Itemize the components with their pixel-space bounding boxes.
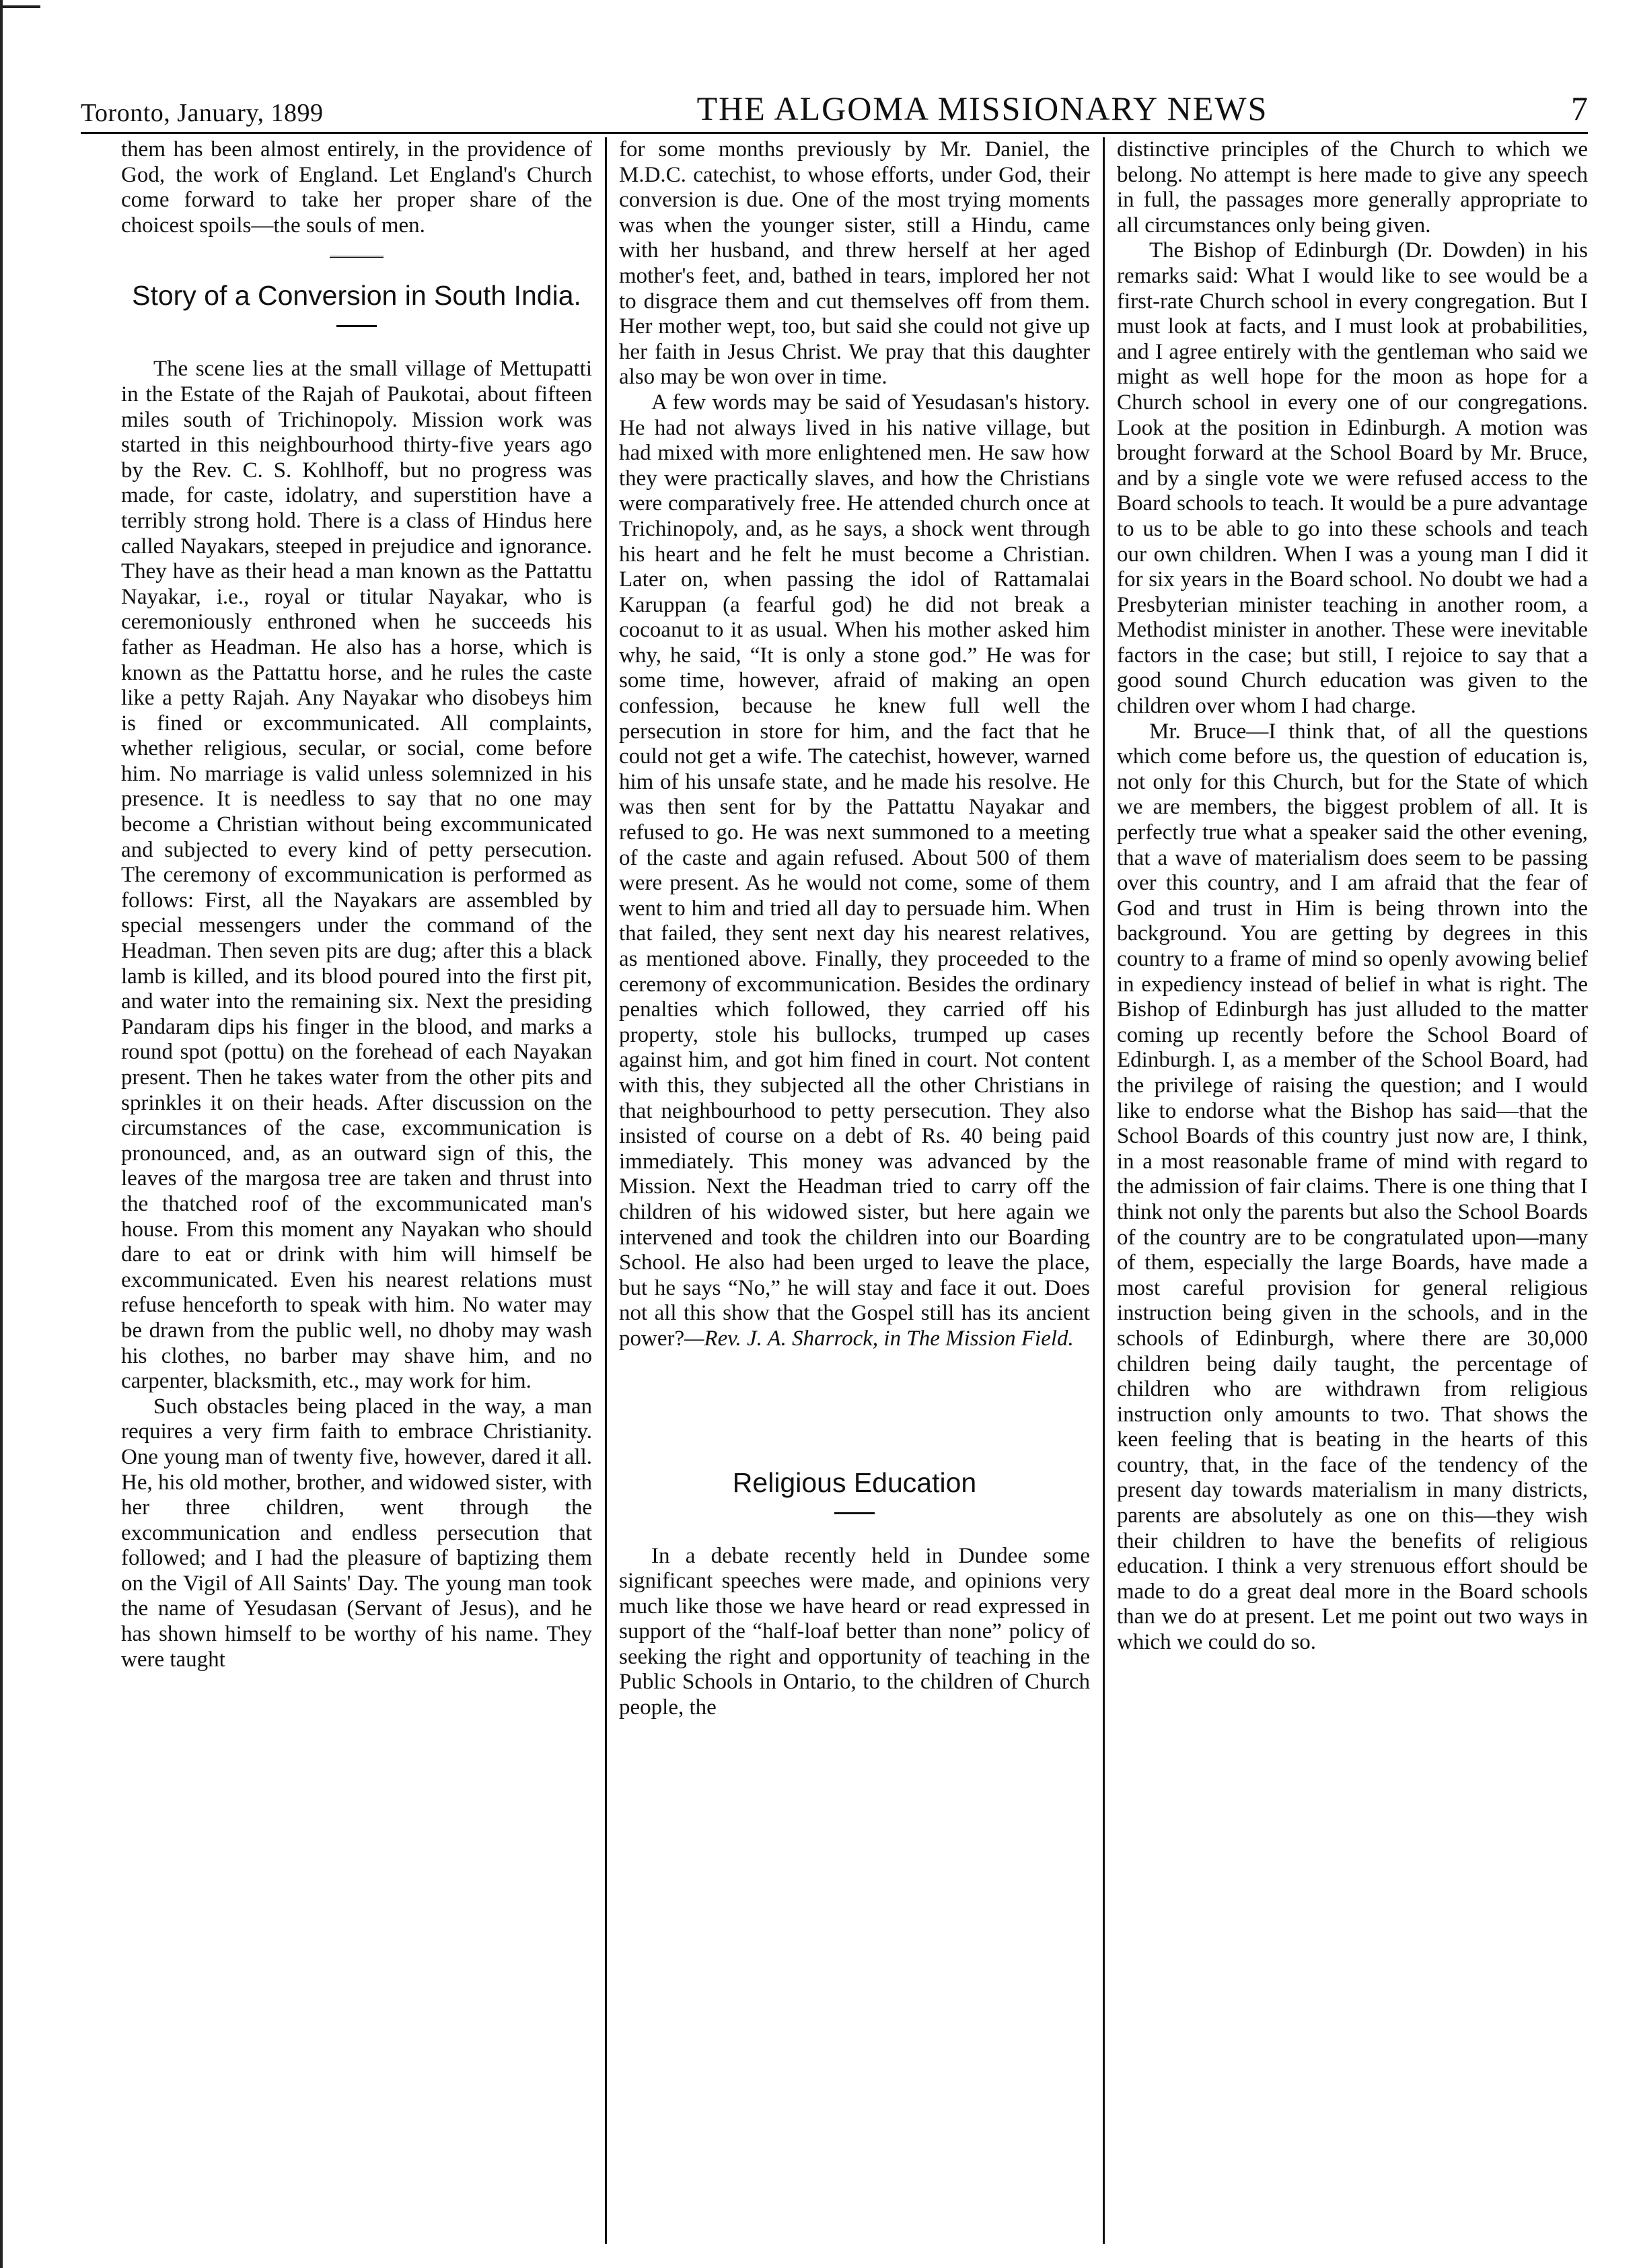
column-middle <box>619 137 1090 2237</box>
article-paragraph: Mr. Bruce—I think that, of all the questions which come before us, the question of education is, not only for this Church, but for the State of which we are members, the biggest problem of all. It is perfectly true what a speaker said the other evening, that a wave of materialism does seem to be passing over this country, and I am afraid that the fear of God and trust in Him is being thrown into the background. You are getting by degrees in this country to a frame of mind so openly avowing belief in expediency instead of belief in what is right. The Bishop of Edinburgh has just alluded to the matter coming up recently before the School Board of Edinburgh. I, as a member of the School Board, had the privilege of raising the question; and I would like to endorse what the Bishop has said—that the School Boards of this country just now are, I think, in a most reasonable frame of mind with regard to the admission of fair claims. There is one thing that I think not only the parents but also the School Boards of the country are to be congratulated upon—many of them, especially the large Boards, have made a most careful provision for general religious instruction being given in the schools, and in the schools of Edinburgh, where there are 30,000 children being daily taught, the percentage of children who are withdrawn from religious instruction only amounts to two. That shows the keen feeling that is beating in the hearts of this country, that, in the face of the tendency of the present day towards materialism in many districts, parents are absolutely as one on this—they wish their children to have the benefits of religious education. I think a very strenuous effort should be made to do a great deal more in the Board schools than we do at present. Let me point out two ways in which we could do so. <box>1117 719 1588 1655</box>
heading-dash <box>336 325 377 327</box>
section-gap <box>619 1352 1090 1453</box>
article-byline: —Rev. J. A. Sharrock, in The Mission Field. <box>684 1326 1074 1351</box>
heading-dash <box>834 1512 875 1514</box>
page-edge-rule <box>0 0 12 2268</box>
article-paragraph <box>619 390 1090 1352</box>
article-paragraph: distinctive principles of the Church to which we belong. No attempt is here made to give any speech in full, the passages more generally appropriate to all circumstances only being given. <box>1117 137 1588 238</box>
article-paragraph: In a debate recently held in Dundee some significant speeches were made, and opinions very much like those we have heard or read expressed in support of the “half-loaf better than none” policy of seeking the right and opportunity of teaching in the Public Schools in Ontario, to the children of Church people, the <box>619 1543 1090 1720</box>
column-divider <box>605 137 607 2244</box>
article-heading: Story of a Conversion in South India. <box>132 280 581 312</box>
article-paragraph: Such obstacles being placed in the way, a man requires a very firm faith to embrace Christianity. One young man of twenty five, however, dared it all. He, his old mother, brother, and widowed sister, with her three children, went through the excommunication and endless persecution that followed; and I had the pleasure of baptizing them on the Vigil of All Saints' Day. The young man took the name of Yesudasan (Servant of Jesus), and he has shown himself to be worthy of his name. They were taught <box>121 1394 592 1672</box>
section-separator <box>330 256 384 258</box>
column-left <box>121 137 592 2237</box>
article-paragraph: The Bishop of Edinburgh (Dr. Dowden) in his remarks said: What I would like to see would be a first-rate Church school in every congregation. But I must look at facts, and I must look at probabilities, and I agree entirely with the gentleman who said we might as well hope for the moon as hope for a Church school in every one of our congregations. Look at the position in Edinburgh. A motion was brought forward at the School Board by Mr. Bruce, and by a single vote we were refused access to the Board schools to teach. It would be a pure advantage to us to be able to go into these schools and teach our own children. When I was a young man I did it for six years in the Board school. No doubt we had a Presbyterian minister teaching in another room, a Methodist minister in another. These were inevitable factors in the case; but still, I rejoice to say that a good sound Church education was given to the children over whom I had charge. <box>1117 238 1588 719</box>
newspaper-title: THE ALGOMA MISSIONARY NEWS <box>696 90 1268 127</box>
article-heading: Religious Education <box>732 1466 977 1498</box>
page-corner-mark <box>0 5 40 8</box>
page-header <box>81 67 1588 128</box>
dateline: Toronto, January, 1899 <box>81 99 324 127</box>
column-divider <box>1103 137 1105 2244</box>
page-number: 7 <box>1571 90 1588 127</box>
header-rule <box>81 132 1588 134</box>
column-right <box>1117 137 1588 2237</box>
article-paragraph: for some months previously by Mr. Daniel, the M.D.C. catechist, to whose efforts, under God, their conversion is due. One of the most trying moments was when the younger sister, still a Hindu, came with her husband, and threw herself at her aged mother's feet, and, bathed in tears, implored her not to disgrace them and cut themselves off from them. Her mother wept, too, but said she could not give up her faith in Jesus Christ. We pray that this daughter also may be won over in time. <box>619 137 1090 390</box>
article-continuation: them has been almost entirely, in the providence of God, the work of England. Let England's Church come forward to take her proper share of the choicest spoils—the souls of men. <box>121 137 592 238</box>
article-paragraph: The scene lies at the small village of Mettupatti in the Estate of the Rajah of Paukotai, about fifteen miles south of Trichinopoly. Mission work was started in this neighbourhood thirty-five years ago by the Rev. C. S. Kohlhoff, but no progress was made, for caste, idolatry, and superstition have a terribly strong hold. There is a class of Hindus here called Nayakars, steeped in prejudice and ignorance. They have as their head a man known as the Pattattu Nayakar, i.e., royal or titular Nayakar, who is ceremoniously enthroned when he succeeds his father as Headman. He also has a horse, which is known as the Pattattu horse, and he rules the caste like a petty Rajah. Any Nayakar who disobeys him is fined or excommunicated. All complaints, whether religious, secular, or social, come before him. No marriage is valid unless solemnized in his presence. It is needless to say that no one may become a Christian without being excommunicated and subjected to every kind of petty persecution. The ceremony of excommunication is performed as follows: First, all the Nayakars are assembled by special messengers under the command of the Headman. Then seven pits are dug; after this a black lamb is killed, and its blood poured into the first pit, and water into the remaining six. Next the presiding Pandaram dips his finger in the blood, and marks a round spot (pottu) on the forehead of each Nayakan present. Then he takes water from the other pits and sprinkles it on their heads. After discussion on the circumstances of the case, excommunication is pronounced, and, as an outward sign of this, the leaves of the margosa tree are taken and thrust into the thatched roof of the excommunicated man's house. From this moment any Nayakan who should dare to eat or drink with him will himself be excommunicated. Even his nearest relations must refuse henceforth to speak with him. No water may be drawn from the public well, no dhoby may wash his clothes, no barber may shave him, and no carpenter, blacksmith, etc., may work for him. <box>121 357 592 1394</box>
article-paragraph-text: A few words may be said of Yesudasan's history. He had not always lived in his native village, but had mixed with more enlightened men. He saw how they were practically slaves, and how the Christians were comparatively free. He attended church once at Trichinopoly, and, as he says, a shock went through his heart and he felt he must become a Christian. Later on, when passing the idol of Rattamalai Karuppan (a fearful god) he did not break a cocoanut to it as usual. When his mother asked him why, he said, “It is only a stone god.” He was for some time, however, afraid of making an open confession, because he knew full well the persecution in store for him, and the fact that he could not get a wife. The catechist, however, warned him of his unsafe state, and he made his resolve. He was then sent for by the Pattattu Nayakar and refused to go. He was next summoned to a meeting of the caste and again refused. About 500 of them were present. As he would not come, some of them went to him and tried all day to persuade him. When that failed, they sent next day his nearest relatives, as mentioned above. Finally, they proceeded to the ceremony of excommunication. Besides the ordinary penalties which followed, they carried off his property, stole his bullocks, trumped up cases against him, and got him fined in court. Not content with this, they subjected all the other Christians in that neighbourhood to petty persecution. They also insisted of course on a debt of Rs. 40 being paid immediately. This money was advanced by the Mission. Next the Headman tried to carry off the children of his widowed sister, but here again we intervened and took the children into our Boarding School. He also had been urged to leave the place, but he says “No,” he will stay and face it out. Does not all this show that the Gospel still has its ancient power? <box>619 390 1090 1351</box>
